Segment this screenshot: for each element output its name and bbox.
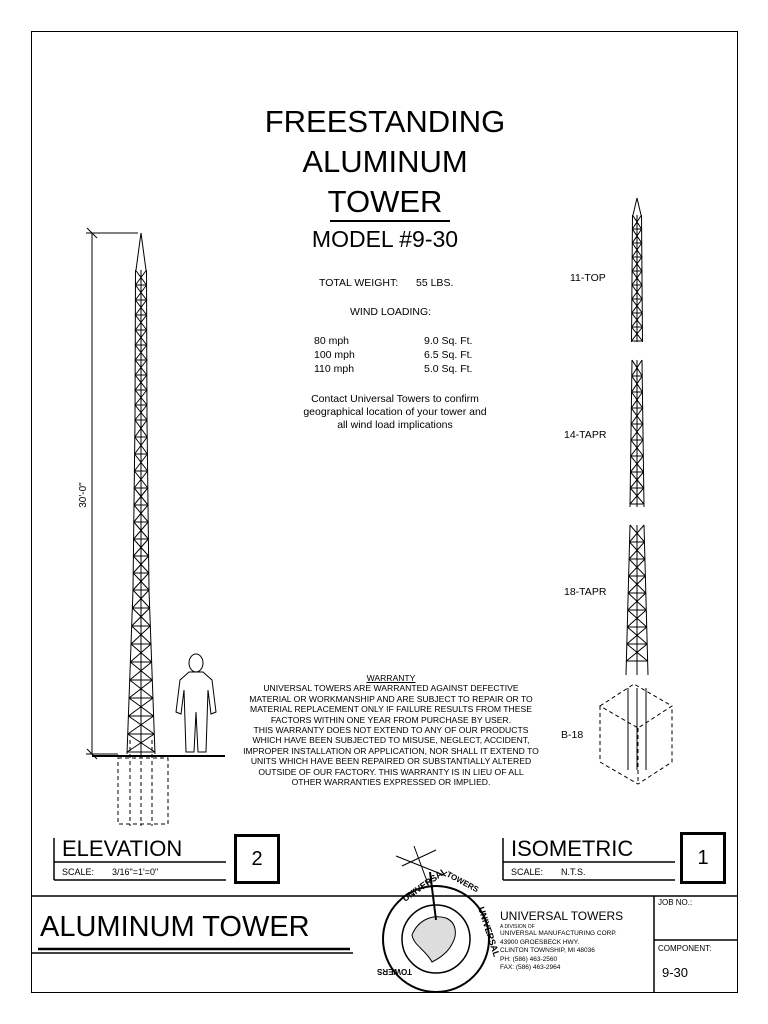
company-name: UNIVERSAL TOWERS — [500, 909, 624, 923]
person-scale-figure — [176, 654, 216, 752]
title-line-2: ALUMINUM — [302, 144, 468, 179]
warranty-line: MATERIAL OR WORKMANSHIP AND ARE SUBJECT TO REPAIR OR TO — [249, 693, 533, 704]
warranty-line: UNITS WHICH HAVE BEEN REPAIRED OR SUBSTANTIALLY ALTERED — [250, 756, 532, 767]
contact-note — [250, 393, 540, 432]
logo-text-right: UNIVERSAL — [476, 905, 502, 959]
section-label-top: 11-TOP — [570, 272, 606, 284]
section-label-low: 18-TAPR — [564, 586, 607, 598]
title-underline — [330, 220, 450, 222]
warranty-line: OUTSIDE OF OUR FACTORY. THIS WARRANTY IS IN LIEU OF ALL — [258, 766, 524, 777]
corp-name: UNIVERSAL MANUFACTURING CORP. — [500, 930, 617, 937]
wind-speed: 100 mph — [314, 349, 355, 361]
isometric-view-number: 1 — [680, 832, 726, 884]
contact-note-line: all wind load implications — [337, 419, 453, 431]
title-line-1: FREESTANDING — [264, 104, 506, 139]
job-no-label: JOB NO.: — [658, 898, 693, 907]
warranty-line: IMPROPER INSTALLATION OR APPLICATION, NOR SHALL IT EXTEND TO — [243, 745, 539, 756]
component-label: COMPONENT: — [658, 944, 712, 953]
warranty-line: UNIVERSAL TOWERS ARE WARRANTED AGAINST DEFECTIVE — [263, 683, 519, 694]
wind-area: 5.0 Sq. Ft. — [424, 363, 473, 375]
logo-text-top: UNIVERSAL — [400, 865, 449, 904]
warranty-heading: WARRANTY — [366, 673, 416, 683]
isometric-scale-value: N.T.S. — [561, 867, 586, 877]
warranty-line: WHICH HAVE BEEN SUBJECTED TO MISUSE, NEGLECT, ACCIDENT, — [252, 735, 530, 746]
street-address: 43900 GROESBECK HWY. — [500, 938, 579, 946]
warranty-line: THIS WARRANTY DOES NOT EXTEND TO ANY OF OUR PRODUCTS — [253, 725, 529, 736]
logo-text-bottom: TOWERS — [377, 967, 412, 976]
division-of: A DIVISION OF — [500, 924, 535, 930]
company-address-block — [500, 930, 617, 973]
dimension-label: 30'-0" — [78, 482, 89, 508]
logo-text-arc: TOWERS — [445, 869, 481, 895]
phone-number: PH: (586) 463-2560 — [500, 955, 558, 963]
total-weight-value: 55 LBS. — [416, 277, 454, 289]
warranty-block — [233, 673, 549, 787]
base-cube-outline — [600, 684, 672, 784]
wind-area: 9.0 Sq. Ft. — [424, 335, 473, 347]
elevation-scale-value: 3/16"=1'=0" — [112, 867, 159, 877]
section-label-base: B-18 — [561, 729, 584, 741]
isometric-scale-label: SCALE: — [511, 867, 544, 877]
warranty-line: OTHER WARRANTIES EXPRESSED OR IMPLIED. — [291, 777, 491, 788]
elevation-scale-label: SCALE: — [62, 867, 95, 877]
component-value: 9-30 — [662, 965, 689, 980]
section-label-mid: 14-TAPR — [564, 429, 607, 441]
model-number: MODEL #9-30 — [311, 226, 459, 252]
wind-speed: 80 mph — [314, 335, 350, 347]
elevation-view-number: 2 — [234, 834, 280, 884]
foundation-outline — [118, 758, 168, 824]
elevation-label: ELEVATION — [62, 836, 183, 861]
title-line-3: TOWER — [327, 184, 443, 219]
wind-area: 6.5 Sq. Ft. — [424, 349, 473, 361]
contact-note-line: geographical location of your tower and — [303, 406, 487, 418]
tower-isometric-drawing — [626, 198, 648, 770]
isometric-label: ISOMETRIC — [511, 836, 634, 861]
fax-number: FAX: (586) 463-2964 — [500, 964, 561, 971]
drawing-title: ALUMINUM TOWER — [40, 911, 310, 943]
wind-speed: 110 mph — [314, 363, 355, 375]
wind-loading-label: WIND LOADING: — [350, 306, 432, 318]
total-weight-label: TOTAL WEIGHT: — [319, 277, 399, 289]
tower-elevation-drawing — [127, 233, 155, 826]
contact-note-line: Contact Universal Towers to confirm — [311, 393, 479, 405]
warranty-line: FACTORS WITHIN ONE YEAR FROM PURCHASE BY USER. — [270, 714, 512, 725]
warranty-line: MATERIAL REPLACEMENT ONLY IF FAILURE RESULTS FROM THESE — [250, 704, 532, 715]
city-state: CLINTON TOWNSHIP, MI 48036 — [500, 947, 595, 954]
